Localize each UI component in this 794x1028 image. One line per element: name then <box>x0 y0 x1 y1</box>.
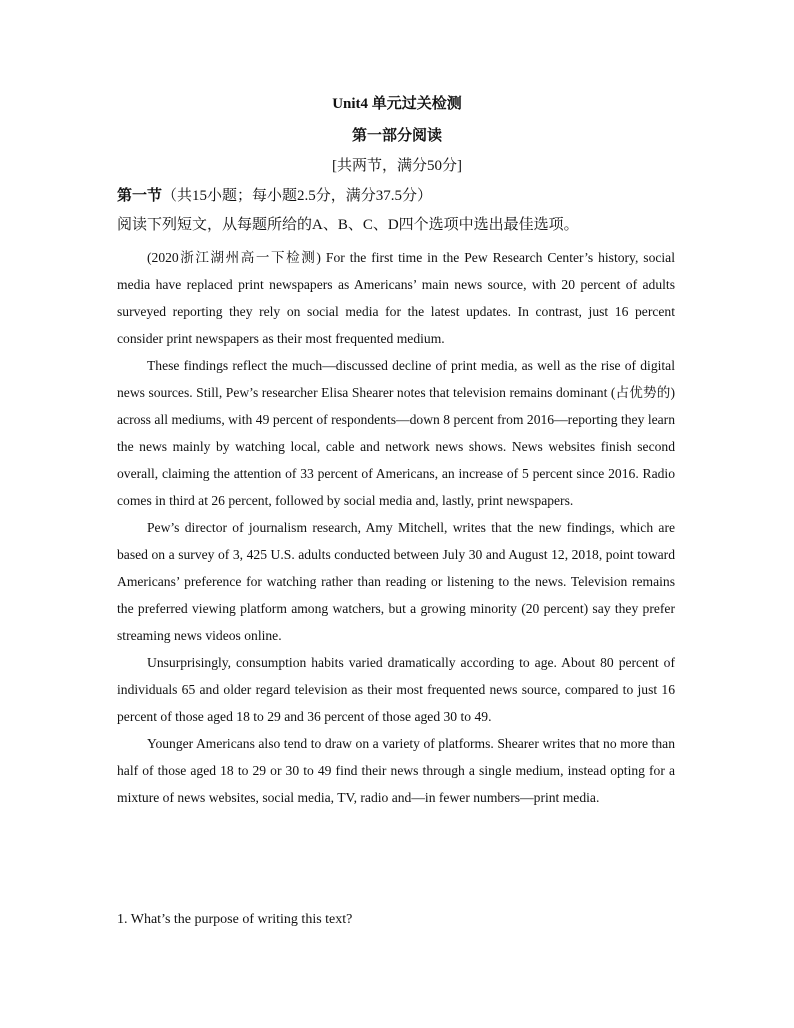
passage-paragraph: Younger Americans also tend to draw on a variety of platforms. Shearer writes that no more than half of those aged 18 to 29 or 30 to 49 find their news through a single medium, instead opting for a mixture of news websites, social media, TV, radio and—in fewer numbers—print media. <box>117 736 675 805</box>
question-1: 1. What’s the purpose of writing this text? <box>117 912 353 927</box>
page-title: Unit4 单元过关检测 <box>332 96 462 112</box>
passage-paragraph: These findings reflect the much—discussed decline of print media, as well as the rise of digital news sources. Still, Pew’s researcher Elisa Shearer notes that television remains dominant (占优势的) across all mediums, with 49 percent of respondents—down 8 percent from 2016—reporting they learn the news mainly by watching local, cable and network news shows. News websites finish second overall, claiming the attention of 33 percent of Americans, an increase of 5 percent since 2016. Radio comes in third at 26 percent, followed by social media and, lastly, print newspapers. <box>117 358 675 508</box>
passage-paragraph: Pew’s director of journalism research, Amy Mitchell, writes that the new findings, which are based on a survey of 3, 425 U.S. adults conducted between July 30 and August 12, 2018, point toward Americans’ preference for watching rather than reading or listening to the news. Television remains the preferred viewing platform among watchers, but a growing minority (20 percent) say they prefer streaming news videos online. <box>117 520 675 643</box>
section-detail: （共15小题；每小题2.5分，满分37.5分） <box>162 188 433 204</box>
instructions: 阅读下列短文，从每题所给的A、B、C、D四个选项中选出最佳选项。 <box>117 217 579 233</box>
section-header <box>117 184 432 205</box>
section-heading: 第一节 <box>117 188 163 204</box>
score-note: [共两节，满分50分] <box>332 158 462 174</box>
part-heading: 第一部分阅读 <box>351 128 442 144</box>
passage-paragraph: (2020浙江湖州高一下检测) For the first time in the Pew Research Center’s history, social media have replaced print newspapers as Americans’ main news source, with 20 percent of adults surveyed reporting they rely on social media for the latest updates. In contrast, just 16 percent consider print newspapers as their most frequented medium. <box>117 250 675 346</box>
reading-passage <box>117 244 675 811</box>
passage-paragraph: Unsurprisingly, consumption habits varied dramatically according to age. About 80 percent of individuals 65 and older regard television as their most frequented news source, compared to just 16 percent of those aged 18 to 29 and 36 percent of those aged 30 to 49. <box>117 655 675 724</box>
